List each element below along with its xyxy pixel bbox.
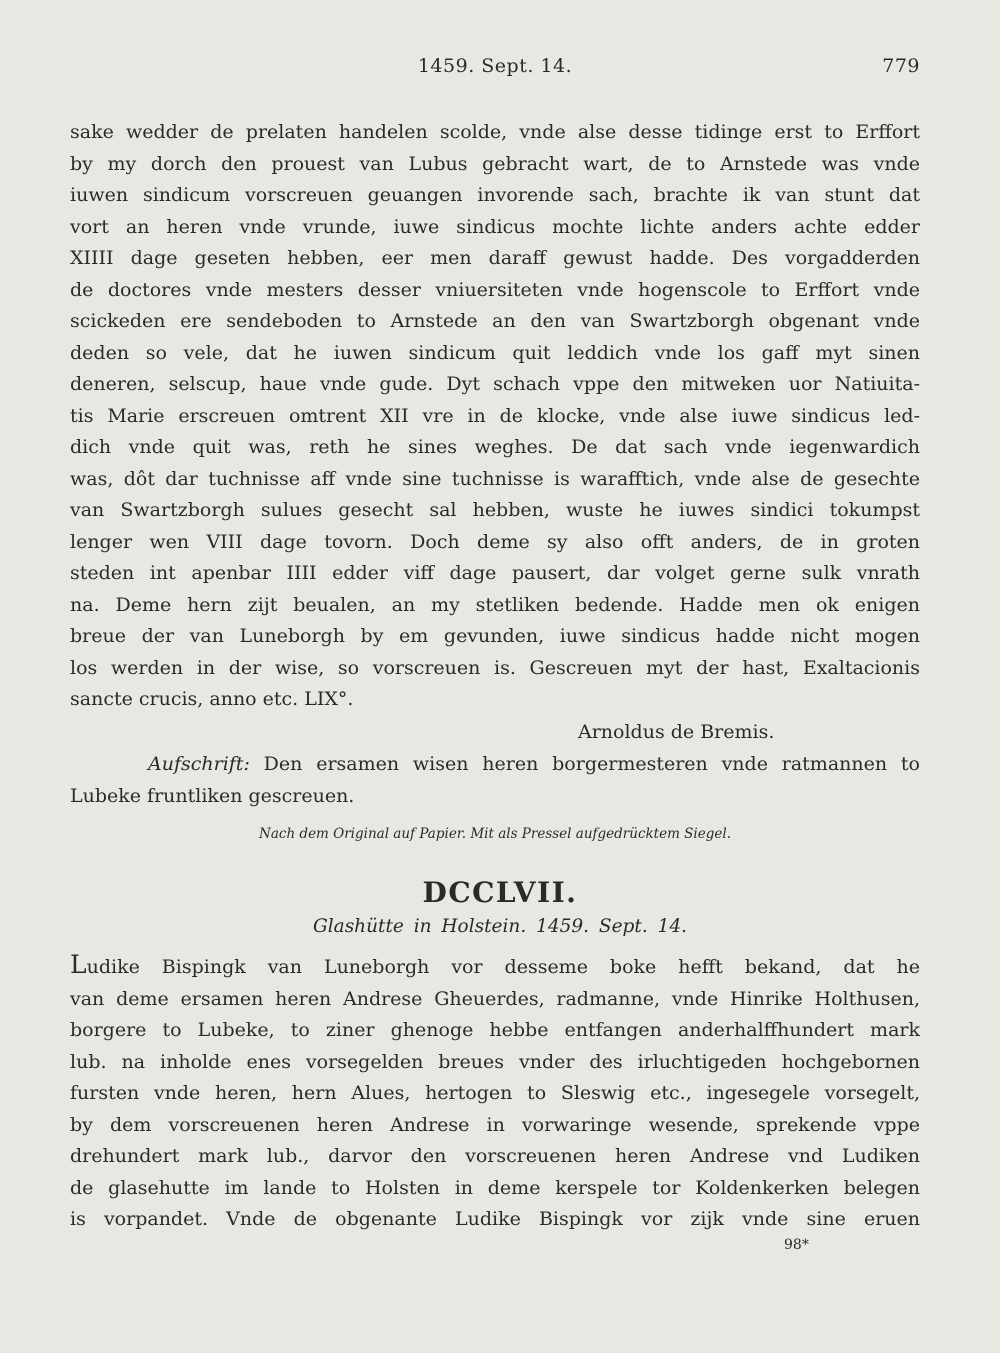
page-number: 779	[882, 55, 920, 77]
text-line: deneren, selscup, haue vnde gude. Dyt schach vppe den mitweken uor Natiuita-	[70, 373, 920, 395]
text-line: lenger wen VIII dage tovorn. Doch deme sy also offt anders, de in groten	[70, 530, 920, 553]
text-line: was, dôt dar tuchnisse aff vnde sine tuchnisse is warafftich, vnde alse de gesechte	[70, 467, 920, 490]
address-label: Aufschrift:	[148, 753, 250, 775]
text-line: los werden in der wise, so vorscreuen is. Gescreuen myt der hast, Exaltacionis	[70, 656, 920, 679]
text-line: dich vnde quit was, reth he sines weghes. De dat sach vnde iegenwardich	[70, 436, 920, 458]
first-line-text: udike Bispingk van Luneborgh vor desseme boke hefft bekand, dat he	[86, 956, 920, 978]
text-line: van deme ersamen heren Andrese Gheuerdes, radmanne, vnde Hinrike Holthusen,	[70, 987, 920, 1010]
document-number: DCCLVII.	[422, 876, 578, 909]
running-header	[70, 55, 920, 85]
text-line: breue der van Luneborgh by em gevunden, iuwe sindicus hadde nicht mogen	[70, 625, 920, 647]
address-line: Lubeke fruntliken gescreuen.	[70, 784, 355, 807]
text-line: lub. na inholde enes vorsegelden breues vnder des irluchtigeden hochgebornen	[70, 1050, 920, 1073]
text-line: van Swartzborgh sulues gesecht sal hebben, wuste he iuwes sindici tokumpst	[70, 499, 920, 521]
letter-signature: Arnoldus de Bremis.	[578, 721, 775, 743]
text-line: deden so vele, dat he iuwen sindicum quit leddich vnde los gaff myt sinen	[70, 341, 920, 364]
charter-paragraph	[70, 949, 920, 1236]
text-line: borgere to Lubeke, to ziner ghenoge hebbe entfangen anderhalffhundert mark	[70, 1019, 920, 1041]
text-line: steden int apenbar IIII edder viff dage pausert, dar volget gerne sulk vnrath	[70, 562, 920, 584]
text-line: by dem vorscreuenen heren Andrese in vorwaringe wesende, sprekende vppe	[70, 1113, 920, 1136]
text-line: fursten vnde heren, hern Alues, hertogen to Sleswig etc., ingesegele vorsegelt,	[70, 1082, 920, 1104]
text-line: iuwen sindicum vorscreuen geuangen invorende sach, brachte ik van stunt dat	[70, 184, 920, 206]
text-line: na. Deme hern zijt beualen, an my stetliken bedende. Hadde men ok enigen	[70, 593, 920, 616]
initial-letter: L	[70, 950, 87, 979]
address-block	[70, 749, 920, 812]
text-line: sancte crucis, anno etc. LIX°.	[70, 688, 354, 710]
header-date: 1459. Sept. 14.	[417, 55, 573, 77]
text-line: sake wedder de prelaten handelen scolde, vnde alse desse tidinge erst to Erffort	[70, 121, 920, 143]
text-line: is vorpandet. Vnde de obgenante Ludike Bispingk vor zijk vnde sine eruen	[70, 1208, 920, 1230]
text-line: drehundert mark lub., darvor den vorscreuenen heren Andrese vnd Ludiken	[70, 1145, 920, 1167]
text-line: de doctores vnde mesters desser vniuersiteten vnde hogenscole to Erffort vnde	[70, 278, 920, 301]
document-place-date: Glashütte in Holstein. 1459. Sept. 14.	[312, 916, 688, 937]
text-line: by my dorch den prouest van Lubus gebracht wart, de to Arnstede was vnde	[70, 152, 920, 175]
text-line: vort an heren vnde vrunde, iuwe sindicus mochte lichte anders achte edder	[70, 215, 920, 238]
source-note: Nach dem Original auf Papier. Mit als Pressel aufgedrücktem Siegel.	[259, 826, 731, 842]
text-line: tis Marie erscreuen omtrent XII vre in de klocke, vnde alse iuwe sindicus led-	[70, 404, 920, 427]
text-line	[70, 949, 920, 984]
text-line: XIIII dage geseten hebben, eer men daraff gewust hadde. Des vorgadderden	[70, 247, 920, 269]
text-line: de glasehutte im lande to Holsten in deme kerspele tor Koldenkerken belegen	[70, 1176, 920, 1199]
printer-signature-mark: 98*	[784, 1237, 809, 1253]
address-line	[70, 749, 920, 781]
letter-paragraph	[70, 117, 920, 716]
text-line: scickeden ere sendeboden to Arnstede an den van Swartzborgh obgenant vnde	[70, 310, 920, 332]
address-text: Den ersamen wisen heren borgermesteren vnde ratmannen to	[263, 753, 920, 775]
